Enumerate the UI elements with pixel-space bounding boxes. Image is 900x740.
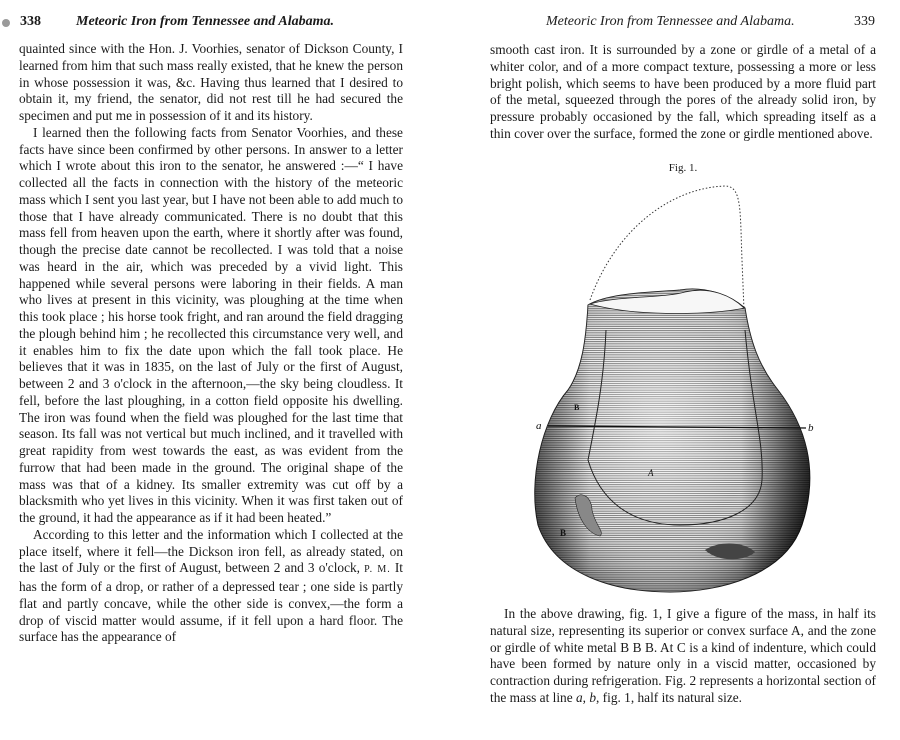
pm-abbrev: P. M. — [364, 564, 391, 576]
italic-a: a — [575, 689, 583, 705]
right-page — [450, 0, 900, 740]
ink-spot — [2, 19, 10, 27]
right-body-text-bottom — [490, 606, 876, 707]
label-A: A — [648, 468, 654, 478]
paragraph-text: In the above drawing, fig. 1, I give a figure of the mass, in half its natural size, representing its superior or convex surface A, and the zone or girdle of white metal B B B. At C is a kind of indenture, which could have been formed by nature only in a viscid matter, occasioned by contraction during refrigeration. Fig. 2 represents a horizontal section of the mass at line — [490, 606, 876, 705]
right-body-text-top — [490, 42, 876, 143]
paragraph — [19, 527, 403, 646]
running-head-right — [540, 12, 875, 32]
figure-caption: Fig. 1. — [668, 162, 698, 174]
paragraph-text: , fig. 1, half its natural size. — [596, 689, 742, 705]
paragraph-text: According to this letter and the information which I collected at the place itself, where it fell—the Dickson iron fell, as already stated, on the last of July or the first of August, between 2 and 3 o'clock, — [19, 526, 403, 576]
left-body-text — [19, 41, 403, 646]
page-number: 338 — [20, 14, 41, 29]
label-B-left: B — [560, 528, 567, 538]
label-b: b — [808, 422, 814, 434]
label-a: a — [536, 420, 542, 432]
running-head-left — [20, 12, 420, 32]
paragraph: In the above drawing, fig. 1, I give a figure of the mass, in half its natural size, representing its superior or convex surface A, and the zone or girdle of white metal B B B. At C is a kind of indenture, which could have been formed by nature only in a viscid matter, occasioned by contraction during refrigeration. Fig. 2 represents a horizontal section of the mass at line a, b, fig. 1, half its natural size. — [490, 606, 876, 705]
running-title: Meteoric Iron from Tennessee and Alabama. — [76, 14, 334, 29]
italic-b: b — [589, 689, 596, 705]
paragraph: smooth cast iron. It is surrounded by a zone or girdle of a metal of a whiter color, and of a more compact texture, possessing a more or less bright polish, which seems to have been produced by a more fluid part of the metal, squeezed through the pores of the already solid iron, by pressure probably occasioned by the fall, which spreading itself as a thin cover over the surface, formed the zone or girdle mentioned above. — [490, 42, 876, 141]
paragraph-text: It has the form of a drop, or rather of a depressed tear ; one side is partly flat and partly concave, while the other side is convex,—the form a drop of viscid matter would assume, if it fell upon a hard floor. The surface has the appearance of — [19, 560, 403, 645]
running-title: Meteoric Iron from Tennessee and Alabama. — [546, 14, 795, 29]
label-B-upper: B — [574, 403, 580, 412]
paragraph: I learned then the following facts from Senator Voorhies, and these facts have since been confirmed by other persons. In answer to a letter which I wrote about this iron to the senator, he answered :—“ I have collected all the facts in connection with the history of the meteoric mass which I sent you last year, but I have not been able to add much to those that I have already communicated. There is no doubt that this mass fell from heaven upon the earth, where it shortly after was found, though the precise date cannot be recollected. I was told that a noise was heard in the air, which was preceded by a vivid light. This happened while several persons were laboring in their fields. A man who lives at present in this vicinity, was ploughing at the time when this took place ; his horse took fright, and ran around the field dragging the plough behind him ; he recollected this circumstance very well, and it enables him to fix the date upon which the fall took place. He believes that it was in 1835, on the last of July or the first of August, between 2 and 3 o'clock in the afternoon,—the sky being cloudless. It fell, before the last ploughing, in a cotton field opposite his dwelling. The iron was found when the field was ploughed for the last time that season. Its fall was not vertical but much inclined, and it travelled with great rapidity from west towards the east, as was evident from the furrow that had been made in the ground. The original shape of the mass was that of a kidney. Its smaller extremity was cut off by a blacksmith who yet lives in this vicinity. When it was first taken out of the ground, it had the appearance as if it had been heated.” — [19, 124, 403, 525]
paragraph: quainted since with the Hon. J. Voorhies, senator of Dickson County, I learned from him that such mass really existed, that he knew the person in whose possession it was, &c. Having thus learned that I desired to obtain it, my friend, the senator, did not rest till he had secured the specimen and put me in possession of it and its history. — [19, 41, 403, 123]
page-number: 339 — [854, 14, 875, 29]
meteorite-figure — [520, 180, 840, 600]
